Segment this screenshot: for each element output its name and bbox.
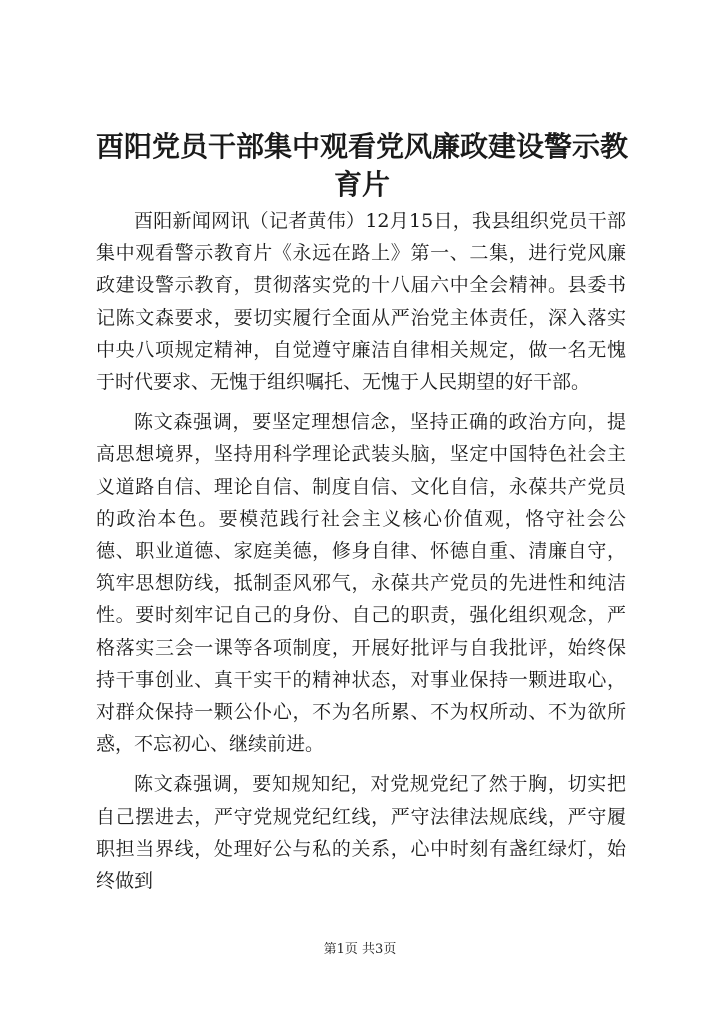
document-body [96,205,626,905]
document-title: 酉阳党员干部集中观看党风廉政建设警示教育片 [95,130,628,201]
page-footer [0,938,720,957]
paragraph-1: 酉阳新闻网讯（记者黄伟）12月15日，我县组织党员干部集中观看警示教育片《永远在路上》第一、二集，进行党风廉政建设警示教育，贯彻落实党的十八届六中全会精神。县委书记陈文森要求，要切实履行全面从严治党主体责任，深入落实中央八项规定精神，自觉遵守廉洁自律相关规定，做一名无愧于时代要求、无愧于组织嘱托、无愧于人民期望的好干部。 [96,210,626,394]
paragraph-3: 陈文森强调，要知规知纪，对党规党纪了然于胸，切实把自己摆进去，严守党规党纪红线，严守法律法规底线，严守履职担当界线，处理好公与私的关系，心中时刻有盏红绿灯，始终做到 [96,773,626,893]
page-indicator: 第1页 共3页 [323,942,397,957]
paragraph-2: 陈文森强调，要坚定理想信念，坚持正确的政治方向，提高思想境界，坚持用科学理论武装头脑，坚定中国特色社会主义道路自信、理论自信、制度自信、文化自信，永葆共产党员的政治本色。要模范践行社会主义核心价值观，恪守社会公德、职业道德、家庭美德，修身自律、怀德自重、清廉自守，筑牢思想防线，抵制歪风邪气，永葆共产党员的先进性和纯洁性。要时刻牢记自己的身份、自己的职责，强化组织观念，严格落实三会一课等各项制度，开展好批评与自我批评，始终保持干事创业、真干实干的精神状态，对事业保持一颗进取心，对群众保持一颗公仆心，不为名所累、不为权所动、不为欲所惑，不忘初心、继续前进。 [96,411,626,756]
